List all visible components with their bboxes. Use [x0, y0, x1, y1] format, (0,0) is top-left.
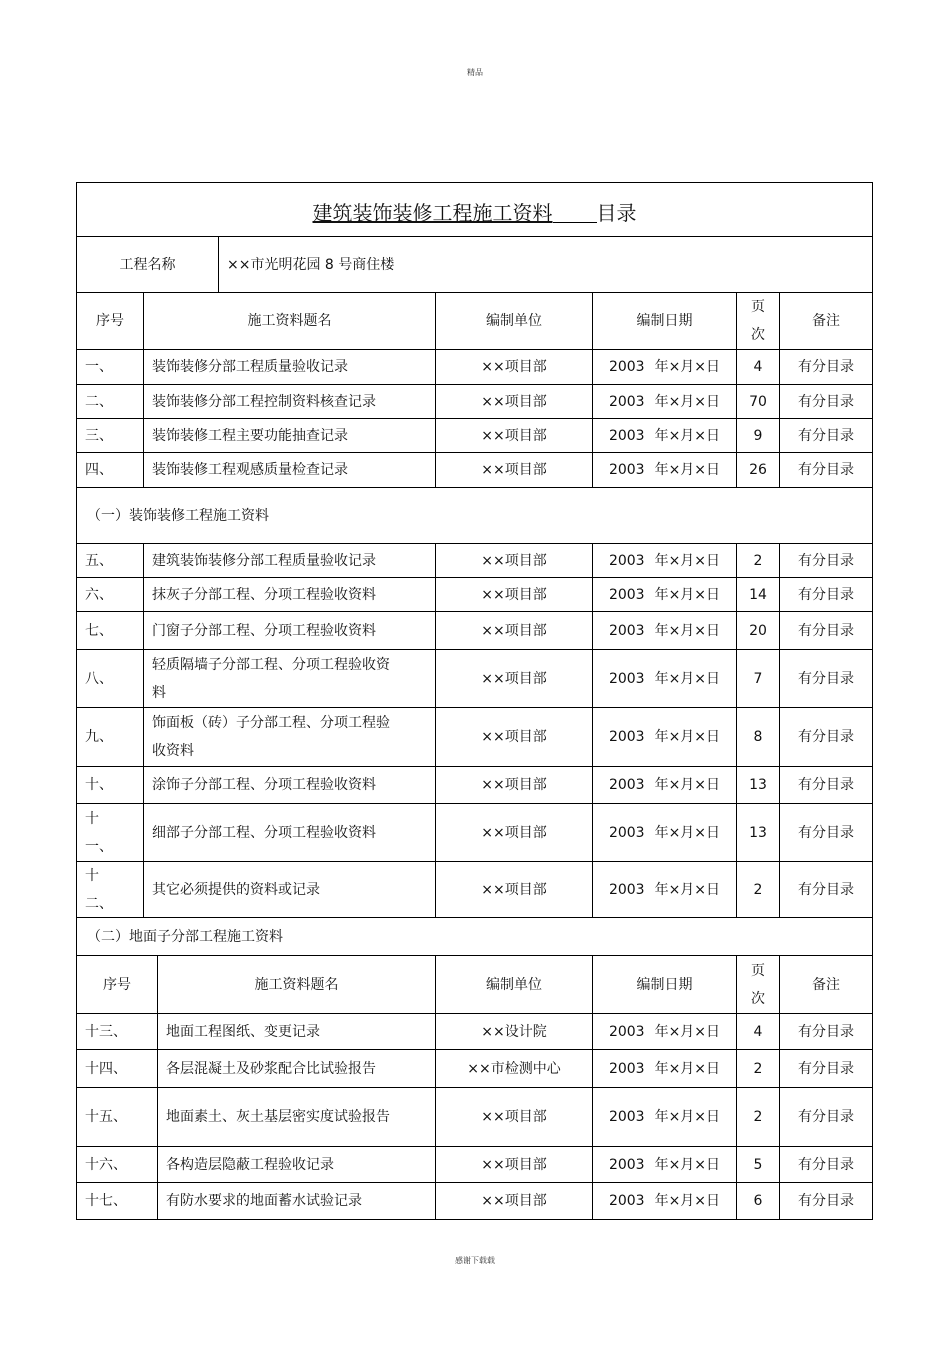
row-page: 7: [736, 650, 779, 707]
row-unit: ××项目部: [435, 578, 592, 611]
row-title: 地面工程图纸、变更记录: [157, 1014, 435, 1049]
row-unit: ××市检测中心: [435, 1050, 592, 1087]
table-row: [77, 650, 872, 708]
row-date: 2003 年×月×日: [592, 453, 736, 487]
row-page: 14: [736, 578, 779, 611]
row-note: 有分目录: [779, 385, 872, 418]
table-row: [77, 1147, 872, 1183]
row-no: 六、: [85, 586, 113, 603]
row-unit: ××项目部: [435, 385, 592, 418]
row-no: 三、: [85, 427, 113, 444]
row-note: 有分目录: [779, 1050, 872, 1087]
row-no: 十六、: [85, 1156, 127, 1173]
row-unit: ××项目部: [435, 612, 592, 649]
row-unit: ××设计院: [435, 1014, 592, 1049]
row-no: 一、: [85, 359, 113, 375]
row-page: 2: [736, 1050, 779, 1087]
row-unit: ××项目部: [435, 544, 592, 577]
row-no: 十三、: [85, 1023, 127, 1040]
row-unit: ××项目部: [435, 1183, 592, 1219]
table-row: [77, 862, 872, 918]
row-date: 2003 年×月×日: [592, 1050, 736, 1087]
row-no: 七、: [85, 622, 113, 639]
row-no: 十二、: [85, 867, 113, 912]
row-no: 十、: [85, 777, 113, 793]
row-date: 2003 年×月×日: [592, 862, 736, 917]
row-unit: ××项目部: [435, 708, 592, 766]
table-row: [77, 767, 872, 804]
column-header-row: [77, 293, 872, 350]
row-note: 有分目录: [779, 767, 872, 803]
col-header-title: 施工资料题名: [157, 956, 435, 1013]
row-no: 八、: [85, 670, 113, 687]
row-unit: ××项目部: [435, 804, 592, 861]
col-header-unit: 编制单位: [435, 293, 592, 349]
row-note: 有分目录: [779, 708, 872, 766]
row-title: 有防水要求的地面蓄水试验记录: [157, 1183, 435, 1219]
table-row: [77, 1088, 872, 1147]
col-header-no: 序号: [103, 976, 131, 993]
row-no: 十一、: [85, 810, 113, 855]
col-header-note: 备注: [779, 956, 872, 1013]
row-date: 2003 年×月×日: [592, 578, 736, 611]
col-header-page: 页 次: [736, 293, 779, 349]
document-title-main: 建筑装饰装修工程施工资料: [312, 201, 553, 225]
row-note: 有分目录: [779, 544, 872, 577]
row-page: 6: [736, 1183, 779, 1219]
row-date: 2003 年×月×日: [592, 1014, 736, 1049]
row-date: 2003 年×月×日: [592, 708, 736, 766]
row-title: 抹灰子分部工程、分项工程验收资料: [143, 578, 435, 611]
row-note: 有分目录: [779, 453, 872, 487]
row-page: 13: [736, 767, 779, 803]
table-row: [77, 612, 872, 650]
row-no: 五、: [85, 552, 113, 569]
row-date: 2003 年×月×日: [592, 1183, 736, 1219]
row-page: 26: [736, 453, 779, 487]
table-row: [77, 578, 872, 612]
table-row: [77, 804, 872, 862]
row-note: 有分目录: [779, 862, 872, 917]
row-date: 2003 年×月×日: [592, 804, 736, 861]
row-no: 四、: [85, 462, 113, 478]
row-page: 70: [736, 385, 779, 418]
project-name-value: ××市光明花园 8 号商住楼: [218, 237, 872, 292]
row-no: 十四、: [85, 1060, 127, 1077]
row-page: 2: [736, 862, 779, 917]
page-footer-note: 感谢下载载: [455, 1256, 495, 1265]
table-row: [77, 544, 872, 578]
table-row: [77, 1183, 872, 1219]
row-note: 有分目录: [779, 578, 872, 611]
row-note: 有分目录: [779, 1147, 872, 1182]
row-title: 装饰装修分部工程质量验收记录: [143, 350, 435, 384]
row-unit: ××项目部: [435, 650, 592, 707]
row-page: 4: [736, 1014, 779, 1049]
row-title: 门窗子分部工程、分项工程验收资料: [143, 612, 435, 649]
row-unit: ××项目部: [435, 1147, 592, 1182]
row-unit: ××项目部: [435, 767, 592, 803]
col-header-title: 施工资料题名: [143, 293, 435, 349]
row-date: 2003 年×月×日: [592, 350, 736, 384]
row-date: 2003 年×月×日: [592, 385, 736, 418]
row-title: 细部子分部工程、分项工程验收资料: [143, 804, 435, 861]
table-row: [77, 419, 872, 453]
col-header-note: 备注: [779, 293, 872, 349]
row-page: 2: [736, 1088, 779, 1146]
row-no: 二、: [85, 393, 113, 410]
col-header-unit: 编制单位: [435, 956, 592, 1013]
row-title: 涂饰子分部工程、分项工程验收资料: [143, 767, 435, 803]
col-header-no: 序号: [96, 313, 124, 329]
row-page: 5: [736, 1147, 779, 1182]
row-note: 有分目录: [779, 1088, 872, 1146]
row-title: 地面素土、灰土基层密实度试验报告: [157, 1088, 435, 1146]
row-title: 装饰装修工程观感质量检查记录: [143, 453, 435, 487]
title-blank-line: [553, 202, 597, 223]
row-page: 20: [736, 612, 779, 649]
row-date: 2003 年×月×日: [592, 650, 736, 707]
table-row: [77, 453, 872, 488]
row-title: 其它必须提供的资料或记录: [143, 862, 435, 917]
row-date: 2003 年×月×日: [592, 1147, 736, 1182]
row-note: 有分目录: [779, 1183, 872, 1219]
project-name-label: 工程名称: [119, 256, 176, 273]
document-title-row: [77, 183, 872, 237]
row-date: 2003 年×月×日: [592, 419, 736, 452]
row-note: 有分目录: [779, 1014, 872, 1049]
document-title-suffix: 目录: [596, 201, 637, 225]
document-title: [77, 197, 872, 226]
row-title: 轻质隔墙子分部工程、分项工程验收资料: [143, 650, 435, 707]
table-row: [77, 1014, 872, 1050]
section-heading: （二）地面子分部工程施工资料: [87, 928, 283, 945]
row-page: 13: [736, 804, 779, 861]
row-note: 有分目录: [779, 419, 872, 452]
row-title: 各构造层隐蔽工程验收记录: [157, 1147, 435, 1182]
row-title: 各层混凝土及砂浆配合比试验报告: [157, 1050, 435, 1087]
col-header-page: 页 次: [736, 956, 779, 1013]
row-date: 2003 年×月×日: [592, 767, 736, 803]
row-no: 九、: [85, 729, 113, 745]
row-page: 2: [736, 544, 779, 577]
table-row: [77, 350, 872, 385]
row-unit: ××项目部: [435, 862, 592, 917]
column-header-row: [77, 956, 872, 1014]
row-note: 有分目录: [779, 650, 872, 707]
row-date: 2003 年×月×日: [592, 1088, 736, 1146]
row-no: 十七、: [85, 1193, 127, 1209]
row-page: 4: [736, 350, 779, 384]
table-row: [77, 708, 872, 767]
row-note: 有分目录: [779, 350, 872, 384]
row-unit: ××项目部: [435, 453, 592, 487]
row-date: 2003 年×月×日: [592, 544, 736, 577]
row-title: 饰面板（砖）子分部工程、分项工程验收资料: [143, 708, 435, 766]
row-title: 装饰装修分部工程控制资料核查记录: [143, 385, 435, 418]
page-header-note: 精品: [467, 68, 483, 77]
row-unit: ××项目部: [435, 419, 592, 452]
row-note: 有分目录: [779, 804, 872, 861]
row-date: 2003 年×月×日: [592, 612, 736, 649]
table-row: [77, 385, 872, 419]
row-note: 有分目录: [779, 612, 872, 649]
row-title: 装饰装修工程主要功能抽查记录: [143, 419, 435, 452]
row-page: 9: [736, 419, 779, 452]
col-header-date: 编制日期: [592, 293, 736, 349]
row-unit: ××项目部: [435, 350, 592, 384]
section-heading: （一）装饰装修工程施工资料: [87, 507, 269, 524]
row-title: 建筑装饰装修分部工程质量验收记录: [143, 544, 435, 577]
project-name-row: [77, 237, 872, 293]
row-page: 8: [736, 708, 779, 766]
section-heading-row: [77, 488, 872, 544]
row-no: 十五、: [85, 1109, 127, 1125]
row-unit: ××项目部: [435, 1088, 592, 1146]
catalog-table: [76, 182, 873, 1220]
col-header-date: 编制日期: [592, 956, 736, 1013]
table-row: [77, 1050, 872, 1088]
section-heading-row: [77, 918, 872, 956]
